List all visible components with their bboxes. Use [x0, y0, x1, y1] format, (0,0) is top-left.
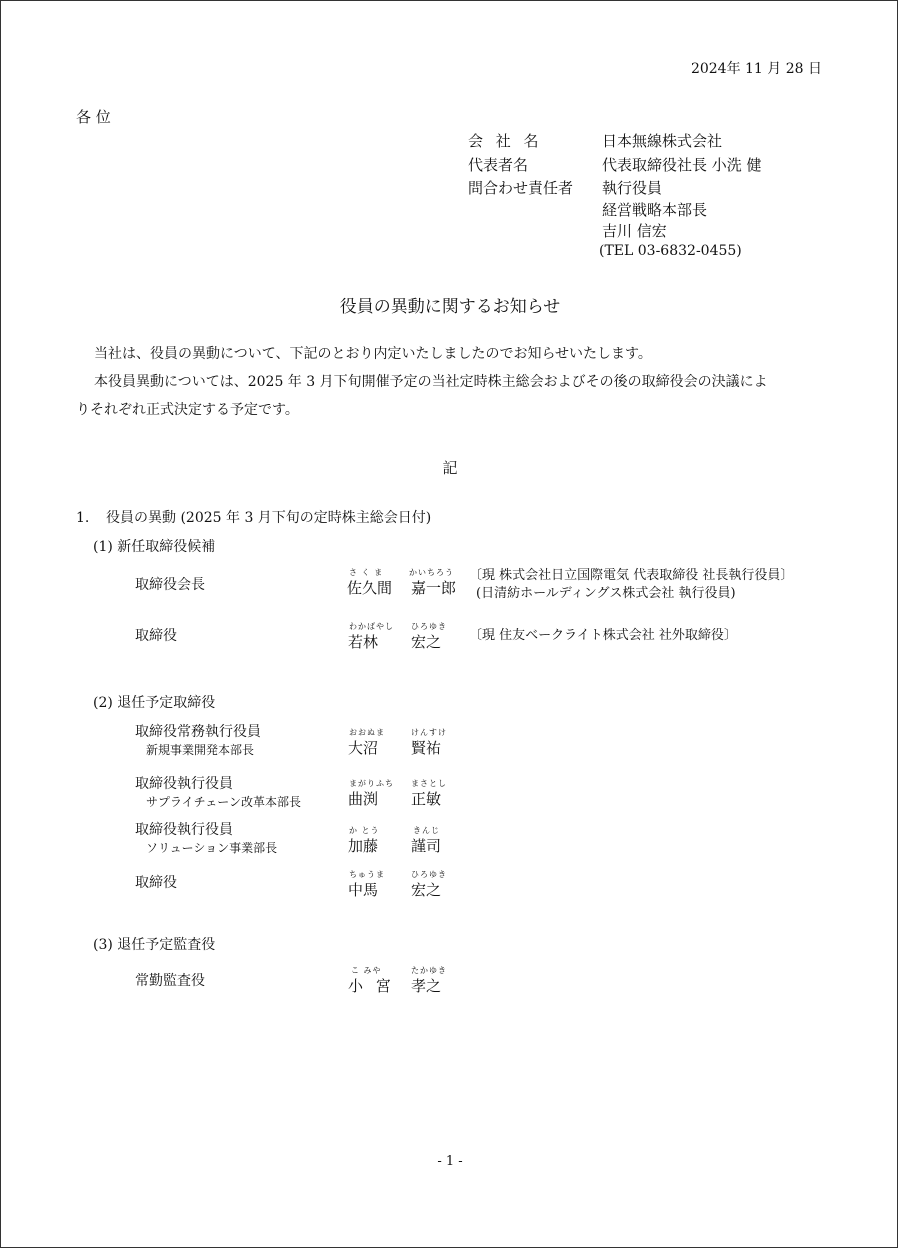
label-representative: 代表者名: [468, 156, 529, 174]
ruby-given: ひろゆき: [411, 870, 447, 879]
addressee: 各 位: [76, 108, 111, 126]
label-contact: 問合わせ責任者: [468, 179, 574, 197]
position: 取締役会長: [135, 577, 205, 593]
ruby-given: まさとし: [411, 779, 447, 788]
position: 常勤監査役: [135, 973, 205, 989]
ruby-given: ひろゆき: [411, 622, 447, 631]
position: 取締役常務執行役員: [135, 724, 261, 740]
name-given: 賢祐: [411, 739, 442, 757]
ruby-family: おおぬま: [349, 728, 385, 737]
position: 取締役執行役員: [135, 822, 233, 838]
ruby-given: けんすけ: [411, 728, 447, 737]
contact-phone: (TEL 03-6832-0455): [599, 243, 742, 259]
section-heading: 役員の異動 (2025 年 3 月下旬の定時株主総会日付): [106, 510, 432, 526]
current-position-note: (日清紡ホールディングス株式会社 執行役員): [476, 586, 736, 601]
ki-heading: 記: [442, 459, 458, 477]
name-family: 大沼: [348, 739, 379, 757]
name-given: 宏之: [411, 633, 442, 651]
ruby-given: きんじ: [413, 826, 440, 835]
contact-line: 執行役員: [602, 179, 663, 197]
position: 取締役: [135, 628, 177, 644]
ruby-given: たかゆき: [411, 966, 447, 975]
name-given: 正敏: [411, 790, 442, 808]
sub-position: 新規事業開発本部長: [146, 743, 255, 757]
notice-title: 役員の異動に関するお知らせ: [339, 297, 561, 317]
page-number: - 1 -: [437, 1154, 463, 1169]
subsection-heading: (1) 新任取締役候補: [93, 539, 216, 555]
name-family: 若林: [348, 633, 379, 651]
document-date: 2024年 11 月 28 日: [690, 61, 822, 77]
name-family: 中馬: [348, 881, 379, 899]
name-given: 孝之: [411, 977, 442, 995]
ruby-family: さ く ま: [349, 568, 384, 577]
body-line: 当社は、役員の異動について、下記のとおり内定いたしましたのでお知らせいたします。: [94, 346, 652, 362]
name-family: 加藤: [348, 837, 379, 855]
value-representative: 代表取締役社長 小洗 健: [602, 156, 762, 174]
position: 取締役: [135, 875, 177, 891]
subsection-heading: (2) 退任予定取締役: [93, 695, 216, 711]
name-family: 曲渕: [348, 790, 379, 808]
body-line: りそれぞれ正式決定する予定です。: [76, 402, 299, 418]
subsection-heading: (3) 退任予定監査役: [93, 937, 216, 953]
value-company: 日本無線株式会社: [602, 132, 723, 150]
sub-position: サプライチェーン改革本部長: [146, 795, 302, 809]
ruby-family: まがりふち: [349, 779, 394, 788]
sub-position: ソリューション事業部長: [146, 841, 278, 855]
current-position-note: 〔現 住友ベークライト株式会社 社外取締役〕: [469, 628, 737, 643]
name-family: 佐久間: [347, 579, 393, 597]
contact-line: 経営戦略本部長: [602, 201, 708, 219]
name-family: 小 宮: [348, 977, 395, 995]
name-given: 嘉一郎: [411, 579, 457, 597]
name-given: 謹司: [411, 837, 442, 855]
ruby-family: わかばやし: [349, 622, 394, 631]
body-line: 本役員異動については、2025 年 3 月下旬開催予定の当社定時株主総会およびその後の取締役会の決議によ: [94, 374, 768, 390]
section-number: 1.: [76, 510, 90, 526]
ruby-given: かいちろう: [409, 568, 454, 577]
name-given: 宏之: [411, 881, 442, 899]
current-position-note: 〔現 株式会社日立国際電気 代表取締役 社長執行役員〕: [469, 568, 794, 583]
ruby-family: か とう: [349, 826, 380, 835]
contact-line: 吉川 信宏: [602, 222, 667, 240]
ruby-family: こ みや: [351, 966, 382, 975]
label-company: 会 社 名: [468, 132, 543, 150]
ruby-family: ちゅうま: [349, 870, 385, 879]
position: 取締役執行役員: [135, 776, 233, 792]
